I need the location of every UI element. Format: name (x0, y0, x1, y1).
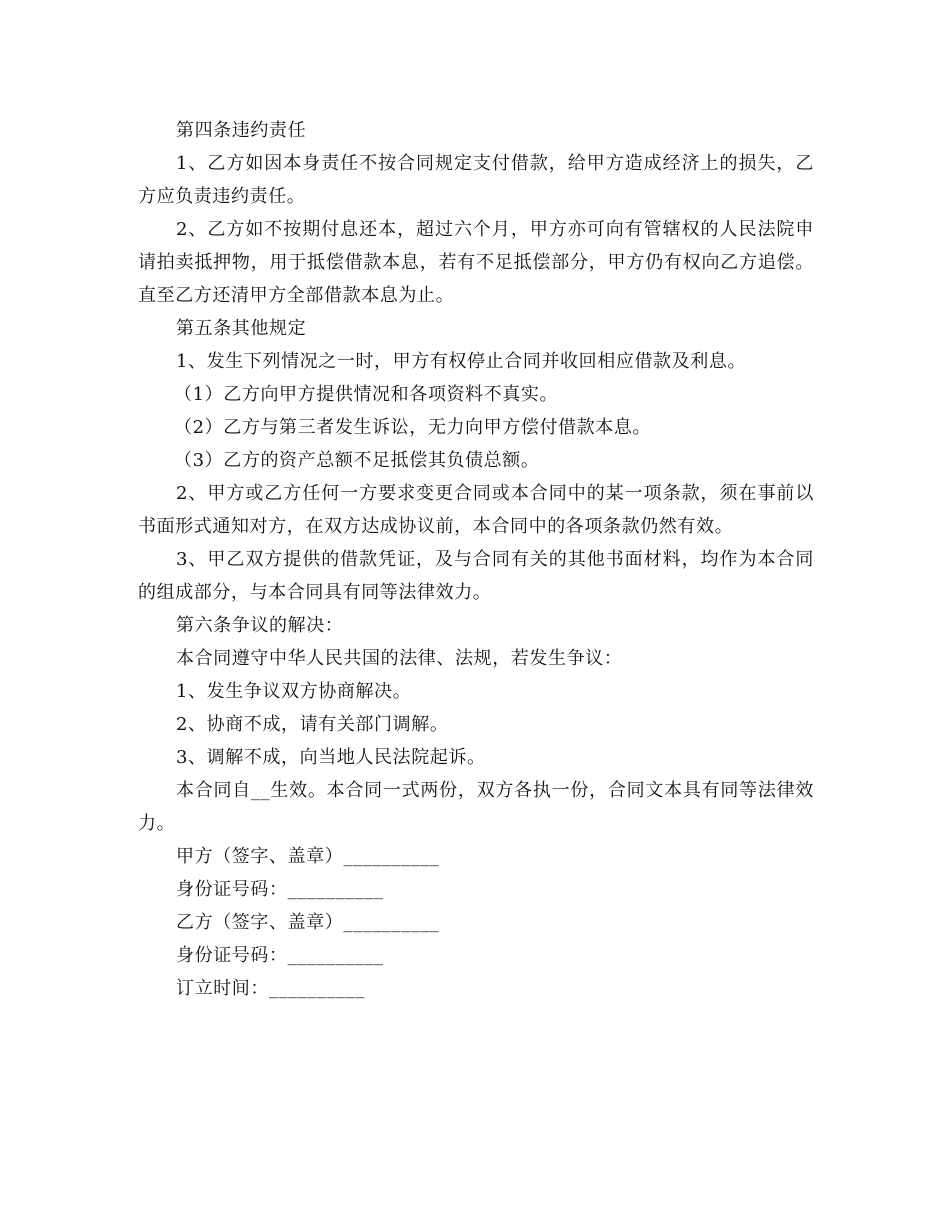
signature-party-a: 甲方（签字、盖章）__________ (176, 846, 440, 867)
article6-intro: 本合同遵守中华人民共国的法律、法规，若发生争议： (176, 648, 623, 669)
signature-party-b: 乙方（签字、盖章）__________ (176, 912, 440, 933)
article5-item3: 3、甲乙双方提供的借款凭证，及与合同有关的其他书面材料，均作为本合同的组成部分，与本合同具有同等法律效力。 (138, 549, 814, 603)
article4-item2: 2、乙方如不按期付息还本，超过六个月，甲方亦可向有管辖权的人民法院申请拍卖抵押物，用于抵偿借款本息，若有不足抵偿部分，甲方仍有权向乙方追偿。直至乙方还清甲方全部借款本息为止。 (138, 219, 814, 306)
signature-party-a-id: 身份证号码：__________ (176, 879, 384, 900)
article4-title: 第四条违约责任 (176, 120, 307, 141)
article5-sub2: （2）乙方与第三者发生诉讼，无力向甲方偿付借款本息。 (174, 417, 652, 438)
article6-item1: 1、发生争议双方协商解决。 (176, 681, 412, 702)
article4-item1: 1、乙方如因本身责任不按合同规定支付借款，给甲方造成经济上的损失，乙方应负责违约责任。 (138, 153, 814, 207)
signature-date: 订立时间：__________ (176, 978, 365, 999)
contract-page (138, 114, 814, 1005)
article6-item3: 3、调解不成，向当地人民法院起诉。 (176, 747, 486, 768)
effective-clause: 本合同自__生效。本合同一式两份，双方各执一份，合同文本具有同等法律效力。 (138, 780, 814, 834)
article5-sub3: （3）乙方的资产总额不足抵偿其负债总额。 (174, 450, 540, 471)
article5-sub1: （1）乙方向甲方提供情况和各项资料不真实。 (174, 384, 559, 405)
article6-title: 第六条争议的解决： (176, 615, 344, 636)
article6-item2: 2、协商不成，请有关部门调解。 (176, 714, 449, 735)
article5-title: 第五条其他规定 (176, 318, 307, 339)
article5-item1: 1、发生下列情况之一时，甲方有权停止合同并收回相应借款及利息。 (176, 351, 747, 372)
article5-item2: 2、甲方或乙方任何一方要求变更合同或本合同中的某一项条款，须在事前以书面形式通知对方，在双方达成协议前，本合同中的各项条款仍然有效。 (138, 483, 814, 537)
signature-party-b-id: 身份证号码：__________ (176, 945, 384, 966)
